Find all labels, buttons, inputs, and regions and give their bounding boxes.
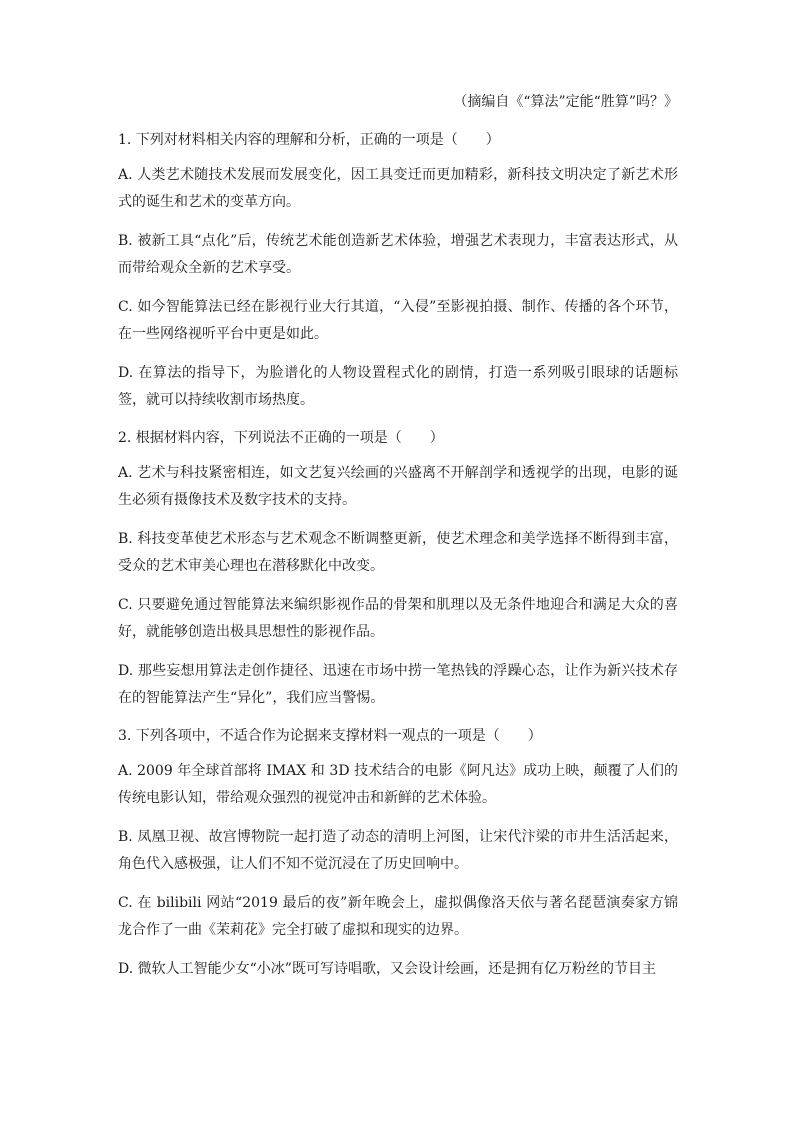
question-1-option-b: B. 被新工具“点化”后，传统艺术能创造新艺术体验，增强艺术表现力，丰富表达形式，从而带给观众全新的艺术享受。 xyxy=(118,233,678,276)
question-1-option-a: A. 人类艺术随技术发展而发展变化，因工具变迁而更加精彩，新科技文明决定了新艺术形式的诞生和艺术的变革方向。 xyxy=(118,167,678,210)
question-3-option-a: A. 2009 年全球首部将 IMAX 和 3D 技术结合的电影《阿凡达》成功上映，颠覆了人们的传统电影认知，带给观众强烈的视觉冲击和新鲜的艺术体验。 xyxy=(118,763,678,806)
document-content xyxy=(118,90,678,995)
question-2-option-a: A. 艺术与科技紧密相连，如文艺复兴绘画的兴盛离不开解剖学和透视学的出现，电影的诞生必须有摄像技术及数字技术的支持。 xyxy=(118,465,678,508)
question-3-option-b: B. 凤凰卫视、故宫博物院一起打造了动态的清明上河图，让宋代汴梁的市井生活活起来，角色代入感极强，让人们不知不觉沉浸在了历史回响中。 xyxy=(118,829,678,872)
question-1-option-d: D. 在算法的指导下，为脸谱化的人物设置程式化的剧情，打造一系列吸引眼球的话题标签，就可以持续收割市场热度。 xyxy=(118,365,678,408)
question-1-option-c: C. 如今智能算法已经在影视行业大行其道，“入侵”至影视拍摄、制作、传播的各个环节，在一些网络视听平台中更是如此。 xyxy=(118,299,678,342)
question-2-option-b: B. 科技变革使艺术形态与艺术观念不断调整更新，使艺术理念和美学选择不断得到丰富，受众的艺术审美心理也在潜移默化中改变。 xyxy=(118,531,678,574)
source-citation: （摘编自《“算法”定能“胜算”吗？》 xyxy=(453,94,678,110)
question-3-option-c: C. 在 bilibili 网站“2019 最后的夜”新年晚会上，虚拟偶像洛天依与著名琵琶演奏家方锦龙合作了一曲《茉莉花》完全打破了虚拟和现实的边界。 xyxy=(118,895,678,938)
question-3-option-d: D. 微软人工智能少女“小冰”既可写诗唱歌，又会设计绘画，还是拥有亿万粉丝的节目主 xyxy=(118,961,656,977)
question-3-stem: 3. 下列各项中，不适合作为论据来支撑材料一观点的一项是（ ） xyxy=(118,728,542,744)
question-1-stem: 1. 下列对材料相关内容的理解和分析，正确的一项是（ ） xyxy=(118,132,500,148)
question-2-stem: 2. 根据材料内容，下列说法不正确的一项是（ ） xyxy=(118,430,444,446)
question-2-option-c: C. 只要避免通过智能算法来编织影视作品的骨架和肌理以及无条件地迎合和满足大众的喜好，就能够创造出极具思想性的影视作品。 xyxy=(118,597,678,640)
question-2-option-d: D. 那些妄想用算法走创作捷径、迅速在市场中捞一笔热钱的浮躁心态，让作为新兴技术存在的智能算法产生“异化”，我们应当警惕。 xyxy=(118,663,678,706)
